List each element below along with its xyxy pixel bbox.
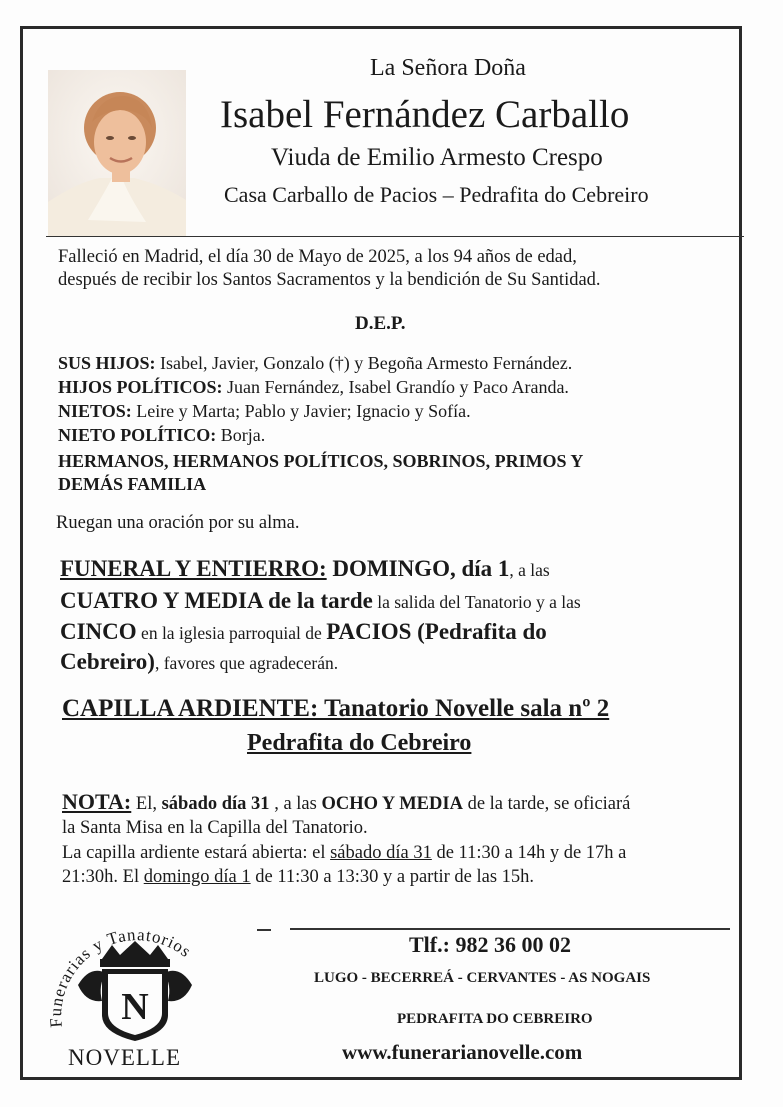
nota-line-3 <box>62 843 626 864</box>
death-line-2: después de recibir los Santos Sacramentos y la bendición de Su Santidad. <box>58 270 601 290</box>
nota-line-3-b: de 11:30 a 14h y de 17h a <box>431 843 627 863</box>
capilla-line-2: Pedrafita do Cebreiro <box>247 730 472 756</box>
hijos-names: Isabel, Javier, Gonzalo (†) y Begoña Armesto Fernández. <box>155 353 573 373</box>
logo-letter: N <box>121 986 149 1028</box>
nietos-names: Leire y Marta; Pablo y Javier; Ignacio y Sofía. <box>131 401 471 421</box>
funeral-text-3: en la iglesia parroquial de <box>136 623 327 643</box>
nota-label: NOTA: <box>62 789 132 814</box>
novelle-logo <box>40 915 230 1075</box>
nietos-label: NIETOS: <box>58 401 132 421</box>
logo-arc-text: Funerarias y Tanatorios <box>46 925 196 1029</box>
footer-divider-short <box>257 929 271 931</box>
nieto-politico-name: Borja. <box>216 425 266 445</box>
politicos-label: HIJOS POLÍTICOS: <box>58 377 223 397</box>
nota-line-3-a: La capilla ardiente estará abierta: el <box>62 843 331 863</box>
nota-line-2: la Santa Misa en la Capilla del Tanatorio. <box>62 818 368 838</box>
nota-text-2: , a las <box>269 794 322 814</box>
funeral-day: DOMINGO, día 1 <box>326 556 510 581</box>
nota-line-4-date: domingo día 1 <box>143 867 251 887</box>
funeral-text-4: , favores que agradecerán. <box>154 653 339 673</box>
portrait-photo <box>48 70 186 236</box>
funeral-place-2: Cebreiro) <box>60 649 155 674</box>
nota-text-1: El, <box>131 794 162 814</box>
funeral-label: FUNERAL Y ENTIERRO: <box>60 556 327 581</box>
home-line: Casa Carballo de Pacios – Pedrafita do Cebreiro <box>224 182 649 207</box>
hijos-label: SUS HIJOS: <box>58 353 156 373</box>
website: www.funerarianovelle.com <box>342 1040 583 1064</box>
deceased-name: Isabel Fernández Carballo <box>220 93 630 136</box>
locations: LUGO - BECERREÁ - CERVANTES - AS NOGAIS <box>314 970 651 986</box>
location-pedrafita: PEDRAFITA DO CEBREIRO <box>397 1011 593 1027</box>
family-others-line-1: HERMANOS, HERMANOS POLÍTICOS, SOBRINOS, PRIMOS Y <box>58 451 584 471</box>
death-line-1: Falleció en Madrid, el día 30 de Mayo de 2025, a los 94 años de edad, <box>58 247 577 267</box>
logo-name: NOVELLE <box>68 1045 182 1070</box>
prayer-line: Ruegan una oración por su alma. <box>56 513 300 533</box>
funeral-time-1: CUATRO Y MEDIA de la tarde <box>60 588 373 613</box>
nota-line-4-a: 21:30h. El <box>62 867 144 887</box>
family-others-line-2: DEMÁS FAMILIA <box>58 474 207 494</box>
nota-line-1 <box>62 789 630 815</box>
capilla-line-1: CAPILLA ARDIENTE: Tanatorio Novelle sala nº 2 <box>62 695 610 722</box>
politicos-names: Juan Fernández, Isabel Grandío y Paco Aranda. <box>222 377 569 397</box>
funeral-text-2: la salida del Tanatorio y a las <box>372 592 581 612</box>
nota-text-3: de la tarde, se oficiará <box>462 794 631 814</box>
widow-of-line: Viuda de Emilio Armesto Crespo <box>271 144 603 171</box>
funeral-line-2 <box>60 588 581 614</box>
nota-day: sábado día 31 <box>161 794 270 814</box>
funeral-place-1: PACIOS (Pedrafita do <box>326 619 547 644</box>
honorific: La Señora Doña <box>370 55 526 81</box>
family-hijos <box>58 353 572 374</box>
funeral-time-2: CINCO <box>60 619 137 644</box>
nota-line-3-date: sábado día 31 <box>330 843 432 863</box>
funeral-line-1 <box>60 556 550 582</box>
funeral-line-3 <box>60 619 547 645</box>
funeral-text-1: , a las <box>509 560 550 580</box>
footer-divider <box>290 928 730 930</box>
nota-time: OCHO Y MEDIA <box>321 794 463 814</box>
dep-text: D.E.P. <box>355 313 406 334</box>
nota-line-4-b: de 11:30 a 13:30 y a partir de las 15h. <box>250 867 535 887</box>
funeral-line-4 <box>60 649 338 675</box>
family-nieto-politico <box>58 425 265 446</box>
phone-number: Tlf.: 982 36 00 02 <box>409 932 571 957</box>
nieto-politico-label: NIETO POLÍTICO: <box>58 425 217 445</box>
family-politicos <box>58 377 569 398</box>
nota-line-4 <box>62 867 534 888</box>
header-divider <box>46 236 744 237</box>
family-nietos <box>58 401 471 422</box>
